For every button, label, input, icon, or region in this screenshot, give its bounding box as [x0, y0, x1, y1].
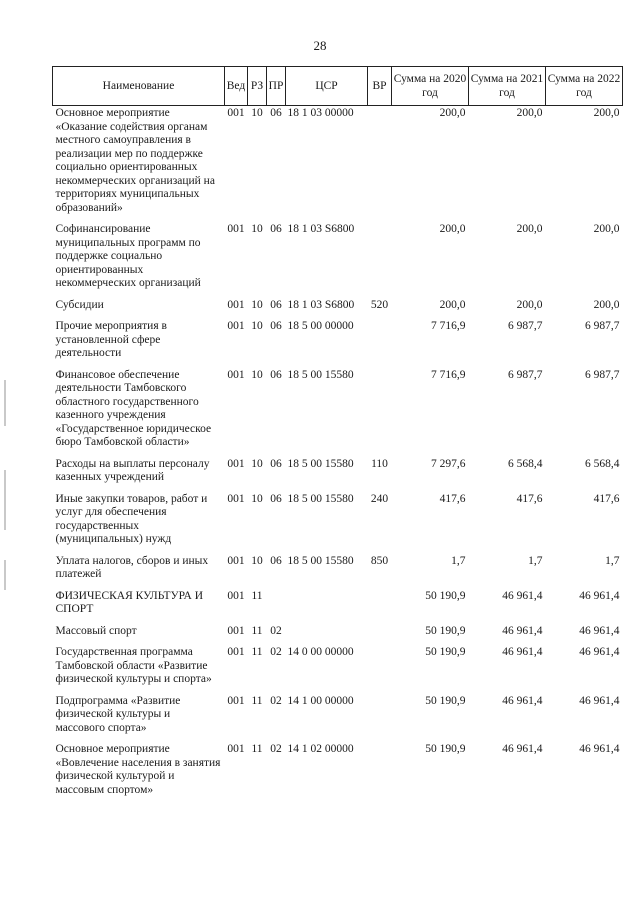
row-csr: 18 5 00 15580	[287, 554, 354, 567]
row-sum-2022: 46 961,4	[579, 743, 620, 755]
row-sum-2020: 50 190,9	[425, 694, 466, 707]
row-ved: 001	[227, 589, 245, 602]
row-sum-2021: 6 987,7	[508, 320, 543, 332]
row-sum-2022: 46 961,4	[579, 624, 620, 637]
row-sum-2020: 7 716,9	[431, 320, 466, 332]
row-rz: 10	[251, 492, 263, 505]
scan-edge-mark	[4, 560, 6, 590]
row-sum-2020: 200,0	[439, 223, 466, 235]
table-header-row	[53, 67, 623, 106]
row-csr: 18 5 00 15580	[287, 368, 354, 381]
row-pr: 02	[270, 694, 282, 707]
row-rz: 11	[251, 646, 263, 658]
row-sum-2021: 46 961,4	[502, 743, 543, 755]
table-row	[53, 492, 623, 554]
budget-table-container	[52, 66, 622, 804]
row-csr	[286, 589, 368, 624]
row-sum-2020: 417,6	[439, 492, 466, 505]
row-ved: 001	[227, 298, 245, 311]
row-sum-2021: 46 961,4	[502, 646, 543, 658]
row-vr: 110	[371, 457, 388, 470]
table-row	[53, 106, 623, 223]
row-ved: 001	[227, 320, 245, 332]
scan-edge-mark	[4, 380, 6, 426]
row-sum-2021: 6 568,4	[508, 457, 543, 470]
row-sum-2021: 46 961,4	[502, 624, 543, 637]
row-sum-2020: 200,0	[439, 298, 466, 311]
row-sum-2022: 6 987,7	[585, 368, 620, 381]
row-sum-2021: 46 961,4	[502, 589, 543, 602]
row-sum-2022: 200,0	[593, 223, 620, 235]
row-sum-2020: 1,7	[451, 554, 466, 567]
row-rz: 10	[251, 298, 263, 311]
row-name: ФИЗИЧЕСКАЯ КУЛЬТУРА И СПОРТ	[55, 589, 204, 615]
row-pr	[267, 589, 286, 624]
row-vr: 240	[370, 492, 389, 505]
table-row	[53, 319, 623, 368]
row-name: Расходы на выплаты персоналу казенных учреждений	[55, 457, 210, 483]
row-ved: 001	[227, 624, 245, 637]
row-csr: 18 1 03 S6800	[287, 223, 355, 235]
row-vr	[368, 106, 392, 223]
row-name: Массовый спорт	[55, 624, 137, 637]
row-sum-2020: 50 190,9	[425, 646, 466, 658]
row-ved: 001	[227, 368, 245, 381]
header-sum-2020: Сумма на 2020 год	[392, 67, 469, 106]
table-row	[53, 554, 623, 589]
row-pr: 02	[270, 624, 282, 637]
row-rz: 11	[251, 694, 263, 707]
row-rz: 11	[251, 589, 263, 602]
row-sum-2021: 417,6	[516, 492, 543, 505]
row-csr: 18 5 00 15580	[287, 457, 354, 470]
row-ved: 001	[227, 457, 245, 470]
row-rz: 10	[251, 554, 263, 567]
row-pr: 06	[270, 320, 282, 332]
header-pr: ПР	[267, 67, 286, 106]
row-sum-2020: 50 190,9	[425, 743, 466, 755]
row-name: Субсидии	[55, 298, 104, 311]
row-csr: 14 0 00 00000	[287, 646, 354, 658]
row-name: Иные закупки товаров, работ и услуг для обеспечения государственных (муниципальных) нужд	[55, 492, 208, 545]
row-csr	[286, 624, 368, 646]
row-sum-2022: 417,6	[593, 492, 620, 505]
row-sum-2022: 46 961,4	[579, 589, 620, 602]
row-vr	[368, 645, 392, 694]
row-name: Финансовое обеспечение деятельности Тамбовского областного государственного казенного учреждения «Государственное юридическое бюро Тамбовской области»	[55, 368, 212, 448]
row-vr	[368, 589, 392, 624]
row-pr: 06	[270, 368, 282, 381]
table-row	[53, 742, 623, 804]
row-ved: 001	[227, 492, 245, 505]
row-sum-2022: 200,0	[593, 107, 620, 119]
table-row	[53, 624, 623, 646]
row-sum-2021: 200,0	[516, 298, 543, 311]
row-pr: 06	[270, 107, 282, 119]
table-row	[53, 645, 623, 694]
row-csr: 18 1 03 S6800	[287, 298, 355, 311]
row-csr: 14 1 00 00000	[287, 694, 354, 707]
header-sum-2021: Сумма на 2021 год	[469, 67, 546, 106]
header-sum-2022: Сумма на 2022 год	[546, 67, 623, 106]
row-csr: 18 5 00 15580	[287, 492, 354, 505]
row-sum-2021: 46 961,4	[502, 694, 543, 707]
row-name: Основное мероприятие «Оказание содействия органам местного самоуправления в реализации мер по поддержке социально ориентированных некоммерческих организаций на территориях муниципальных образований»	[55, 107, 215, 214]
row-sum-2020: 50 190,9	[425, 624, 466, 637]
row-sum-2022: 46 961,4	[579, 694, 620, 707]
row-rz: 11	[251, 743, 263, 755]
row-pr: 02	[270, 646, 282, 658]
table-body	[53, 106, 623, 805]
row-sum-2021: 6 987,7	[508, 368, 543, 381]
row-vr: 850	[370, 554, 389, 567]
budget-table	[52, 66, 623, 804]
row-rz: 10	[251, 368, 263, 381]
row-pr: 06	[270, 554, 282, 567]
row-sum-2020: 200,0	[439, 107, 466, 119]
scan-edge-mark	[4, 470, 6, 530]
row-sum-2020: 7 716,9	[431, 368, 466, 381]
row-vr	[368, 624, 392, 646]
table-row	[53, 589, 623, 624]
row-ved: 001	[227, 107, 245, 119]
header-ved: Вед	[225, 67, 248, 106]
row-vr	[368, 368, 392, 457]
row-rz: 10	[251, 457, 263, 470]
row-name: Уплата налогов, сборов и иных платежей	[55, 554, 209, 580]
row-sum-2021: 200,0	[516, 223, 543, 235]
row-sum-2021: 200,0	[516, 107, 543, 119]
row-rz: 10	[251, 223, 263, 235]
row-vr	[368, 742, 392, 804]
row-vr	[368, 222, 392, 298]
row-name: Подпрограмма «Развитие физической культуры и массового спорта»	[55, 694, 181, 734]
header-vr: ВР	[368, 67, 392, 106]
row-pr: 06	[270, 492, 282, 505]
row-vr	[368, 694, 392, 743]
page-number: 28	[313, 38, 327, 53]
row-csr: 18 1 03 00000	[287, 107, 354, 119]
table-row	[53, 457, 623, 492]
row-ved: 001	[227, 743, 245, 755]
row-sum-2022: 1,7	[605, 554, 620, 567]
row-pr: 06	[270, 457, 282, 470]
row-rz: 11	[251, 624, 263, 637]
row-name: Прочие мероприятия в установленной сфере деятельности	[55, 320, 167, 359]
row-vr	[368, 319, 392, 368]
table-row	[53, 298, 623, 320]
row-pr: 06	[270, 298, 282, 311]
row-name: Основное мероприятие «Вовлечение населения в занятия физической культурой и массовым спортом»	[55, 743, 221, 796]
row-ved: 001	[227, 646, 245, 658]
header-name: Наименование	[53, 67, 225, 106]
row-name: Софинансирование муниципальных программ по поддержке социально ориентированных некоммерческих организаций	[55, 223, 201, 289]
row-rz: 10	[251, 320, 263, 332]
row-ved: 001	[227, 694, 245, 707]
row-sum-2021: 1,7	[528, 554, 543, 567]
table-row	[53, 222, 623, 298]
row-sum-2022: 46 961,4	[579, 646, 620, 658]
row-vr: 520	[370, 298, 389, 311]
row-sum-2022: 6 568,4	[585, 457, 620, 470]
table-row	[53, 694, 623, 743]
row-pr: 02	[270, 743, 282, 755]
row-sum-2020: 7 297,6	[431, 457, 466, 470]
row-csr: 14 1 02 00000	[287, 743, 354, 755]
row-ved: 001	[227, 223, 245, 235]
row-ved: 001	[227, 554, 245, 567]
row-sum-2022: 6 987,7	[585, 320, 620, 332]
row-name: Государственная программа Тамбовской области «Развитие физической культуры и спорта»	[55, 646, 212, 685]
row-sum-2020: 50 190,9	[425, 589, 466, 602]
row-sum-2022: 200,0	[593, 298, 620, 311]
header-csr: ЦСР	[286, 67, 368, 106]
row-rz: 10	[251, 107, 263, 119]
row-pr: 06	[270, 223, 282, 235]
row-csr: 18 5 00 00000	[287, 320, 354, 332]
header-rz: РЗ	[248, 67, 267, 106]
table-row	[53, 368, 623, 457]
